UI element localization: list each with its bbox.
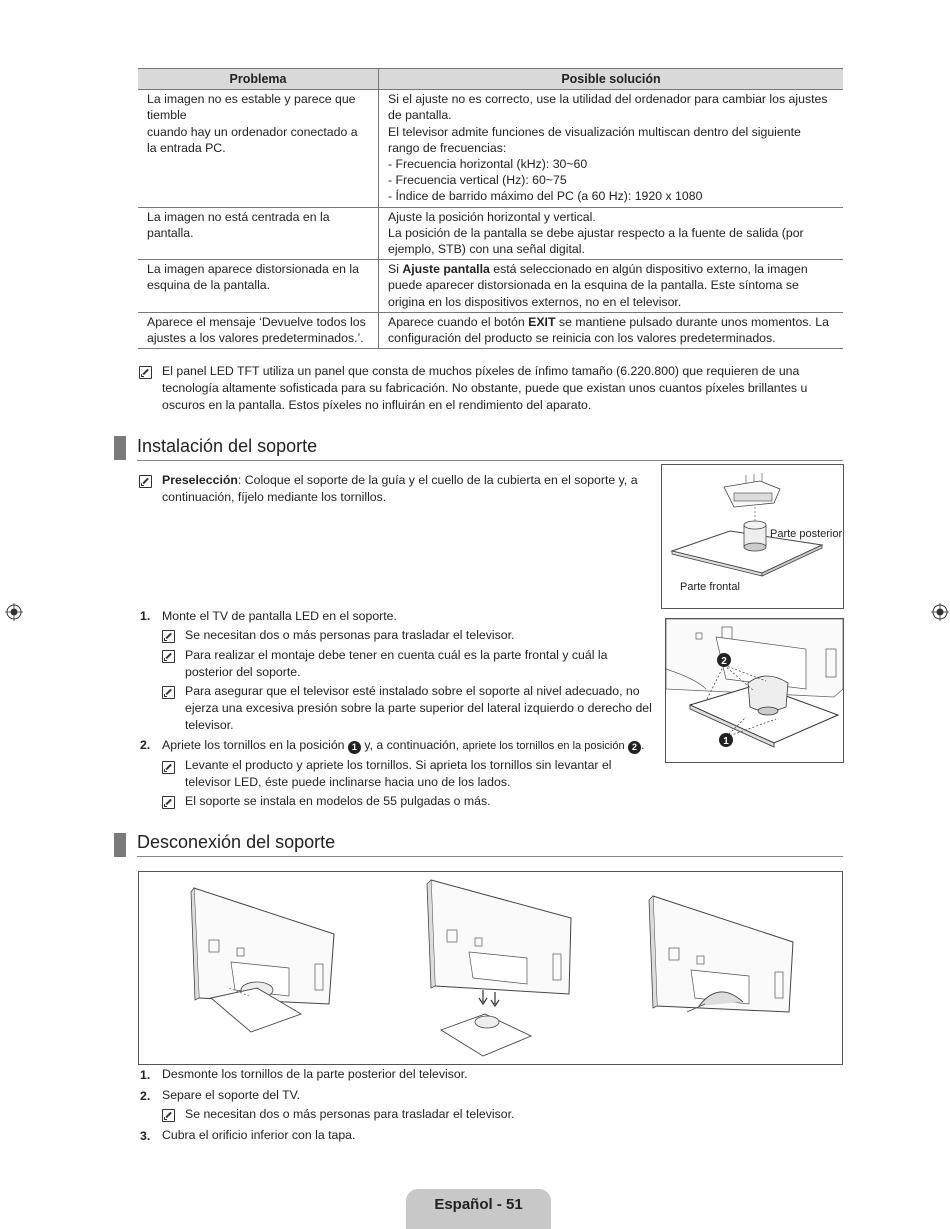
step-2-note: El soporte se instala en modelos de 55 pulgadas o más. bbox=[185, 794, 491, 808]
step-2-part: Apriete los tornillos en la posición bbox=[162, 738, 348, 752]
preselection-text: : Coloque el soporte de la guía y el cuello de la cubierta en el soporte y, a continuación, fíjelo mediante los tornillos. bbox=[162, 473, 638, 504]
step-number: 1. bbox=[140, 609, 151, 623]
stand-removal-figure bbox=[138, 871, 843, 1065]
note-icon bbox=[162, 761, 175, 774]
problem-cell: La imagen aparece distorsionada en la esquina de la pantalla. bbox=[138, 260, 379, 313]
tv-mounting-illustration bbox=[666, 619, 843, 762]
step-number: 1. bbox=[140, 1068, 151, 1082]
registration-mark-icon bbox=[5, 603, 23, 621]
setting-name: Ajuste pantalla bbox=[402, 262, 490, 277]
note-icon bbox=[162, 686, 175, 699]
solution-cell: Ajuste la posición horizontal y vertical. La posición de la pantalla se debe ajustar respecto a la fuente de salida (por ejemplo, STB) con una señal digital. bbox=[379, 207, 844, 260]
front-label: Parte frontal bbox=[680, 581, 740, 593]
solution-text: se mantiene pulsado durante unos momentos. La configuración del producto se reinicia con los valores predeterminados. bbox=[388, 314, 829, 346]
note-icon bbox=[162, 1109, 175, 1122]
preselection-note bbox=[162, 472, 652, 506]
section-title-install: Instalación del soporte bbox=[137, 436, 318, 456]
troubleshooting-table bbox=[138, 68, 843, 349]
disconnect-step-text: Separe el soporte del TV. bbox=[162, 1088, 301, 1102]
column-header-problem: Problema bbox=[138, 69, 379, 90]
step-number: 2. bbox=[140, 1089, 151, 1103]
solution-text: Aparece cuando el botón bbox=[388, 314, 529, 329]
note-icon bbox=[139, 366, 152, 379]
stand-illustration bbox=[662, 465, 843, 608]
position-marker-1: 1 bbox=[348, 741, 361, 754]
step-1-note: Se necesitan dos o más personas para trasladar el televisor. bbox=[185, 628, 515, 642]
problem-cell: La imagen no es estable y parece que tiemble cuando hay un ordenador conectado a la entrada PC. bbox=[138, 90, 379, 207]
position-marker-2: 2 bbox=[628, 741, 641, 754]
solution-cell bbox=[379, 312, 844, 348]
note-icon bbox=[139, 475, 152, 488]
section-marker bbox=[114, 833, 126, 857]
step-2-part: . bbox=[641, 738, 645, 752]
step-2-note: Levante el producto y apriete los tornillos. Si aprieta los tornillos sin levantar el televisor LED, éste puede inclinarse hacia uno de los lados. bbox=[185, 758, 612, 789]
table-row bbox=[138, 207, 843, 260]
step-1-note: Para asegurar que el televisor esté instalado sobre el soporte al nivel adecuado, no ejerza una excesiva presión sobre la parte superior del lateral izquierdo o derecho del televisor. bbox=[185, 684, 652, 732]
note-icon bbox=[162, 650, 175, 663]
table-row bbox=[138, 90, 843, 207]
step-2-part: y, a continuación, bbox=[360, 738, 463, 752]
solution-text: Si bbox=[388, 262, 403, 277]
section-divider bbox=[137, 856, 843, 857]
stand-removal-illustration bbox=[139, 872, 842, 1064]
step-number: 3. bbox=[140, 1129, 151, 1143]
problem-cell: La imagen no está centrada en la pantalla. bbox=[138, 207, 379, 260]
callout-1-label: 1 bbox=[723, 736, 729, 747]
table-row bbox=[138, 260, 843, 313]
step-number: 2. bbox=[140, 738, 151, 752]
table-row bbox=[138, 312, 843, 348]
registration-mark-icon bbox=[931, 603, 949, 621]
preselection-label: Preselección bbox=[162, 473, 238, 487]
page-number-tab: Español - 51 bbox=[406, 1189, 551, 1229]
tv-mounting-figure bbox=[665, 618, 844, 763]
disconnect-step-text: Cubra el orificio inferior con la tapa. bbox=[162, 1128, 356, 1142]
solution-text: está seleccionado en algún dispositivo externo, la imagen puede aparecer distorsionada en la esquina de la pantalla. Este síntoma se origina en los dispositivos externos, no en el televisor. bbox=[388, 262, 808, 309]
note-icon bbox=[162, 796, 175, 809]
back-label: Parte posterior bbox=[770, 528, 843, 540]
led-panel-note: El panel LED TFT utiliza un panel que consta de muchos píxeles de ínfimo tamaño (6.220.800) que requieren de una tecnología altamente sofisticada para su fabricación. No obstante, puede que existan unos cuantos píxeles brillantes u oscuros en la pantalla. Estos píxeles no influirán en el rendimiento del aparato. bbox=[162, 364, 808, 412]
step-1-note: Para realizar el montaje debe tener en cuenta cuál es la parte frontal y cuál la posterior del soporte. bbox=[185, 648, 608, 679]
disconnect-step-note: Se necesitan dos o más personas para trasladar el televisor. bbox=[185, 1107, 515, 1121]
note-icon bbox=[162, 630, 175, 643]
problem-cell: Aparece el mensaje ‘Devuelve todos los ajustes a los valores predeterminados.’. bbox=[138, 312, 379, 348]
disconnect-step-text: Desmonte los tornillos de la parte posterior del televisor. bbox=[162, 1067, 468, 1081]
solution-cell: Si el ajuste no es correcto, use la utilidad del ordenador para cambiar los ajustes de pantalla. El televisor admite funciones de visualización multiscan dentro del siguiente rango de frecuencias: - Frecuencia horizontal (kHz): 30~60 - Frecuencia vertical (Hz): 60~75 - Índice de barrido máximo del PC (a 60 Hz): 1920 x 1080 bbox=[379, 90, 844, 207]
section-divider bbox=[137, 460, 843, 461]
step-2-part: apriete los tornillos en la posición bbox=[462, 740, 625, 752]
section-title-disconnect: Desconexión del soporte bbox=[137, 832, 336, 852]
step-2-text bbox=[162, 737, 652, 755]
step-1-text: Monte el TV de pantalla LED en el soporte. bbox=[162, 609, 397, 623]
solution-cell bbox=[379, 260, 844, 313]
button-name: EXIT bbox=[528, 314, 556, 329]
stand-assembly-figure bbox=[661, 464, 844, 609]
callout-2-label: 2 bbox=[721, 656, 727, 667]
section-marker bbox=[114, 436, 126, 460]
column-header-solution: Posible solución bbox=[379, 69, 844, 90]
